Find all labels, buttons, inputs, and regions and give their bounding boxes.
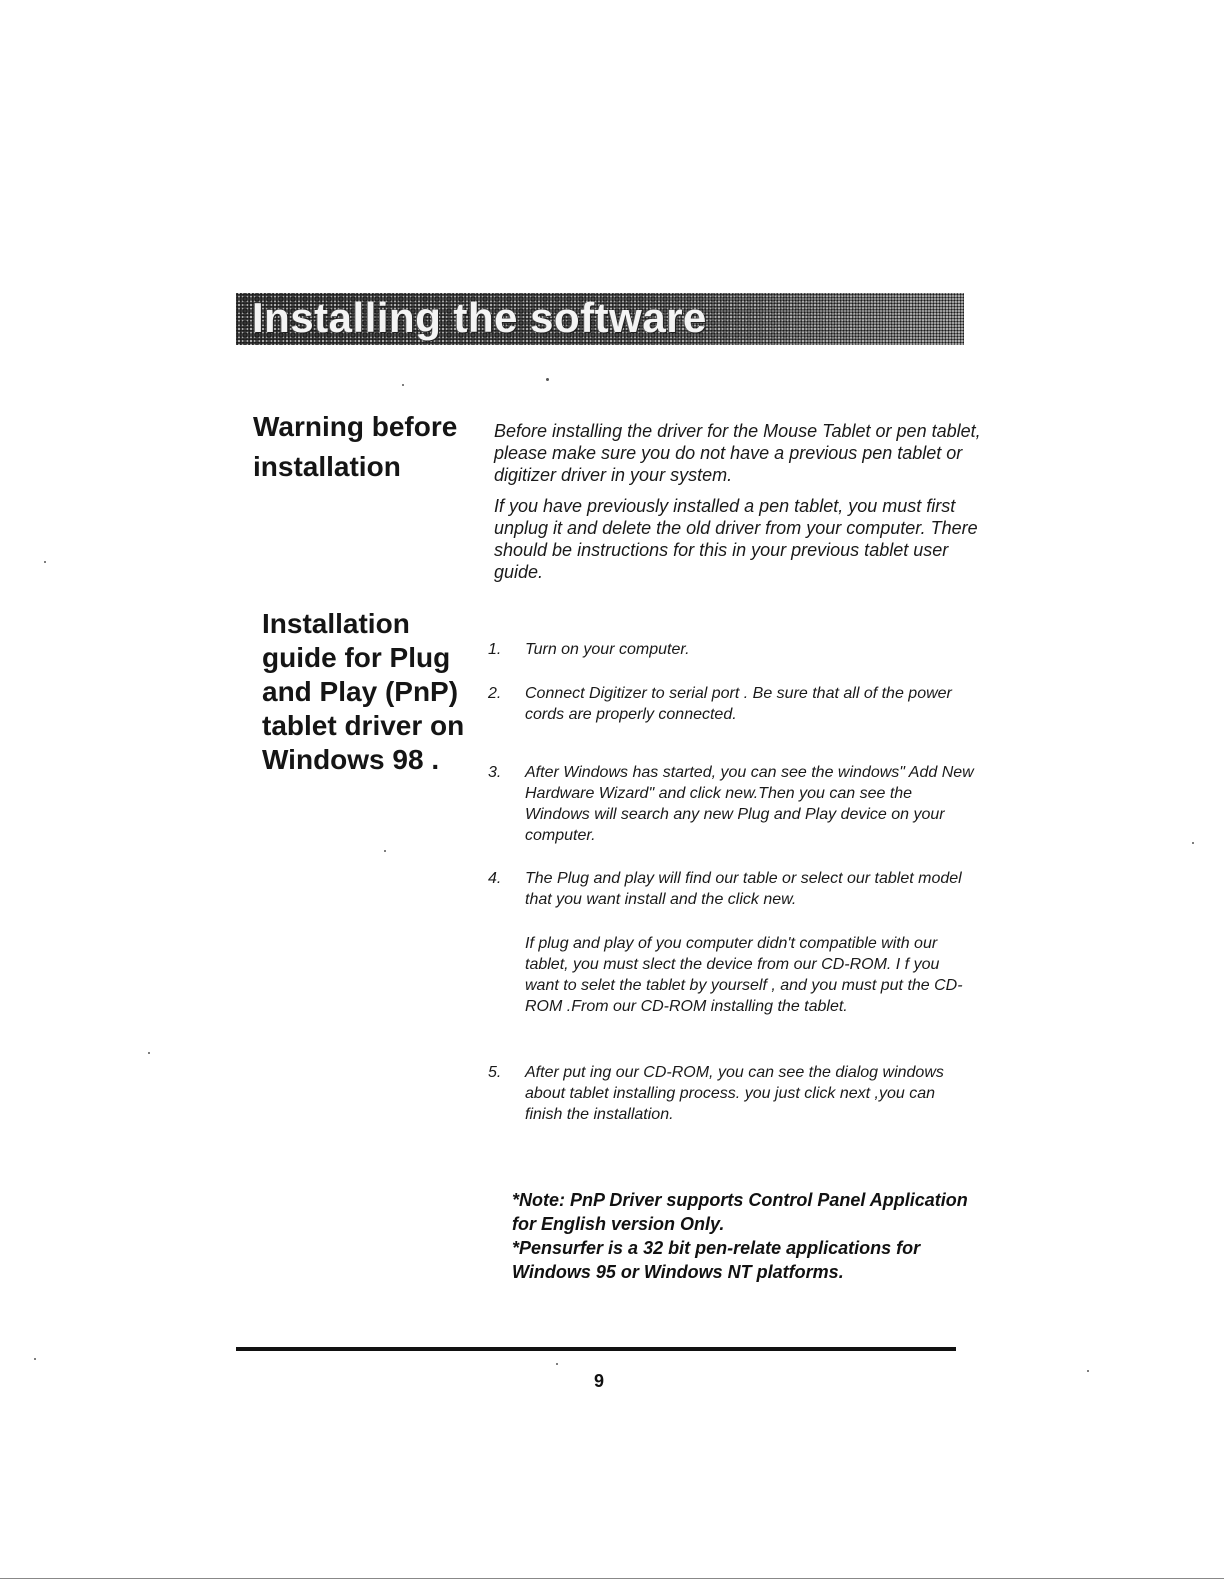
scan-speck [556,1363,558,1365]
step-text: The Plug and play will find our table or select our tablet model that you want install and the click new. [525,870,962,908]
scan-speck [148,1052,150,1054]
warning-paragraph: If you have previously installed a pen tablet, you must first unplug it and delete the old driver from your computer. There should be instructions for this in your previous tablet user guide. [494,496,978,582]
footnote: *Pensurfer is a 32 bit pen-relate applications for Windows 95 or Windows NT platforms. [512,1238,921,1282]
footer-rule [236,1347,956,1351]
step-text: After put ing our CD-ROM, you can see the dialog windows about tablet installing process. you just click next ,you can finish the installation. [525,1064,944,1123]
step-number: 2. [488,685,502,702]
scan-speck [384,850,386,852]
scan-speck [34,1358,36,1360]
page-number: 9 [594,1371,605,1391]
warning-heading: Warning before installation [253,411,458,482]
step-number: 5. [488,1064,502,1081]
step-text: Connect Digitizer to serial port . Be sure that all of the power cords are properly connected. [525,685,952,723]
banner-title: Installing the software [252,294,707,341]
footnote: *Note: PnP Driver supports Control Panel Application for English version Only. [512,1190,968,1234]
section-banner [236,293,964,345]
scan-speck [1087,1370,1089,1372]
step-text: Turn on your computer. [525,641,690,658]
step-number: 1. [488,641,502,658]
step-number: 4. [488,870,502,887]
scan-speck [1192,842,1194,844]
step-text: After Windows has started, you can see the windows" Add New Hardware Wizard" and click new.Then you can see the Windows will search any new Plug and Play device on your computer. [525,764,974,844]
scan-speck [546,378,549,381]
install-guide-heading: Installation guide for Plug and Play (PnP) tablet driver on Windows 98 . [262,608,465,775]
warning-paragraph: Before installing the driver for the Mouse Tablet or pen tablet, please make sure you do not have a previous pen tablet or digitizer driver in your system. [494,421,981,485]
scan-speck [44,561,46,563]
step-text: If plug and play of you computer didn't compatible with our tablet, you must slect the device from our CD-ROM. I f you want to selet the tablet by yourself , and you must put the CD-ROM .From our CD-ROM installing the tablet. [525,935,963,1015]
step-number: 3. [488,764,502,781]
scan-speck [402,384,404,386]
scan-edge-line [0,1578,1224,1579]
